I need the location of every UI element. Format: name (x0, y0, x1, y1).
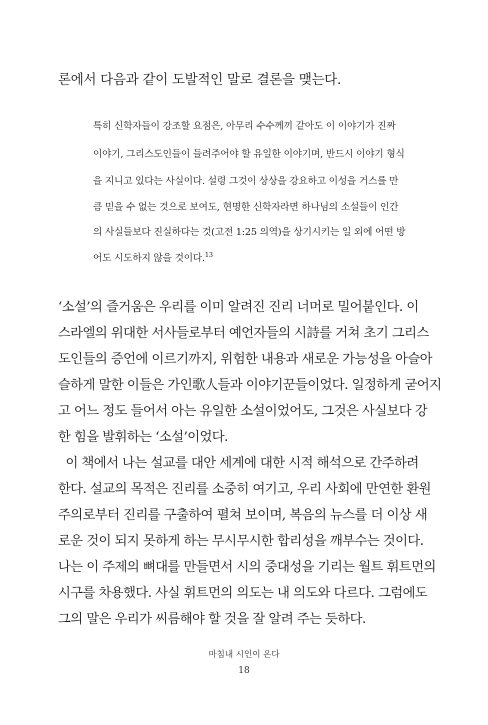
quote-line: 이야기, 그리스도인들이 들려주어야 할 유일한 이야기며, 반드시 이야기 형식 (93, 149, 405, 160)
running-footer-title: 마침내 시인이 온다 (208, 650, 280, 660)
quote-last-line (93, 250, 213, 264)
quote-line: 의 사실들보다 진실하다는 것(고전 1:25 의역)을 상기시키는 일 외에 어떤 방 (93, 227, 406, 238)
body-line: 나는 이 주제의 뼈대를 만들면서 시의 중대성을 기리는 월트 휘트먼의 (58, 560, 436, 575)
body-line: ‘소설’의 즐거움은 우리를 이미 알려진 진리 너머로 밀어붙인다. 이 (58, 300, 419, 315)
body-line: 한다. 설교의 목적은 진리를 소중히 여기고, 우리 사회에 만연한 환원 (58, 482, 431, 497)
body-line: 주의로부터 진리를 구출하여 펼쳐 보이며, 복음의 뉴스를 더 이상 새 (58, 508, 428, 523)
quote-line: 큼 믿을 수 없는 것으로 보여도, 현명한 신학자라면 하나님의 소설들이 인간 (93, 202, 399, 213)
page-number: 18 (238, 666, 250, 676)
body-line: 이 책에서 나는 설교를 대안 세계에 대한 시적 해석으로 간주하려 (58, 456, 419, 471)
quote-line-text: 어도 시도하지 않을 것이다. (93, 253, 205, 264)
quote-line: 특히 신학자들이 강조할 요점은, 아무리 수수께끼 같아도 이 이야기가 진짜 (93, 121, 396, 132)
footnote-marker: 13 (204, 250, 213, 259)
body-line: 로운 것이 되지 못하게 하는 무시무시한 합리성을 깨부수는 것이다. (58, 534, 424, 549)
quote-line: 을 지니고 있다는 사실이다. 설령 그것이 상상을 강요하고 이성을 거스를 만 (93, 176, 399, 187)
body-line: 슬하게 말한 이들은 가인歌人들과 이야기꾼들이었다. 일정하게 굳어지 (58, 378, 442, 393)
intro-sentence: 론에서 다음과 같이 도발적인 말로 결론을 맺는다. (58, 73, 342, 88)
body-line: 스라엘의 위대한 서사들로부터 예언자들의 시詩를 거쳐 초기 그리스 (58, 326, 429, 341)
body-line: 한 힘을 발휘하는 ‘소설’이었다. (58, 430, 228, 445)
body-line: 고 어느 정도 들어서 아는 유일한 소설이었어도, 그것은 사실보다 강 (58, 404, 428, 419)
body-line: 도인들의 증언에 이르기까지, 위험한 내용과 새로운 가능성을 아슬아 (58, 352, 433, 367)
body-line: 그의 말은 우리가 씨름해야 할 것을 잘 알려 주는 듯하다. (58, 612, 366, 627)
body-line: 시구를 차용했다. 사실 휘트먼의 의도는 내 의도와 다르다. 그럼에도 (58, 586, 428, 601)
